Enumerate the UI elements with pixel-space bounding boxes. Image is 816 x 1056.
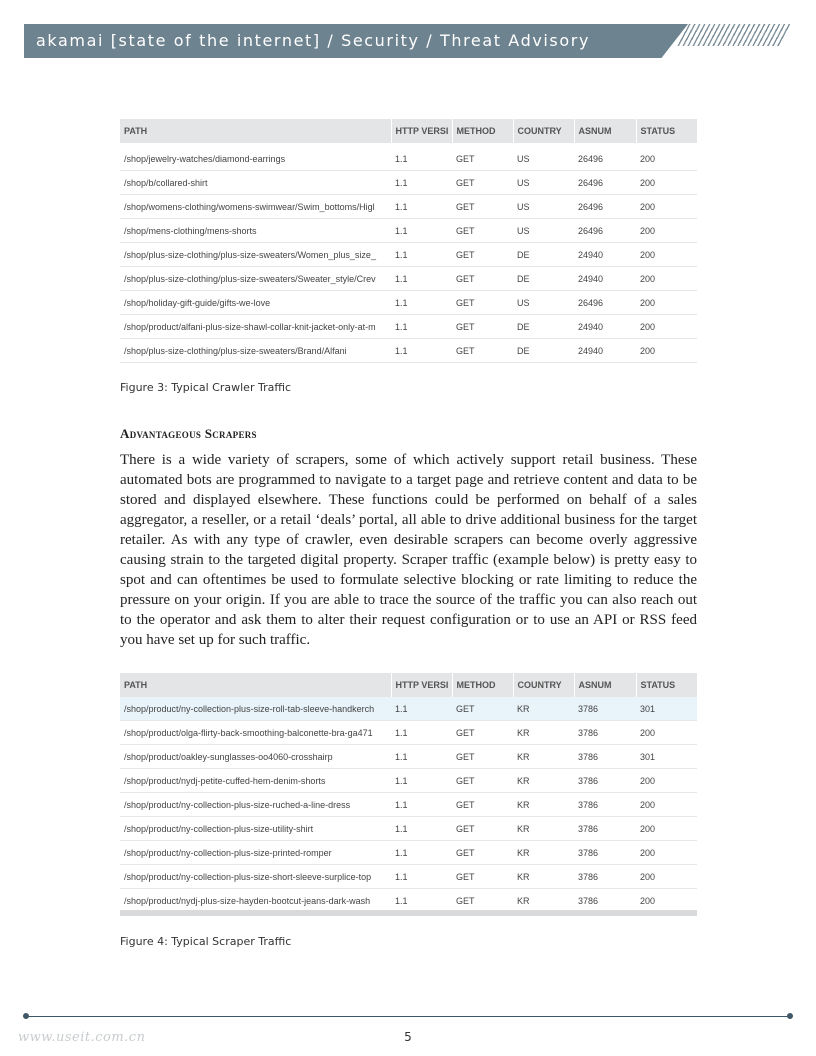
cell-status: 200 (636, 315, 697, 339)
cell-status: 200 (636, 243, 697, 267)
scraper-traffic-table (120, 673, 698, 913)
table-row[interactable] (120, 769, 697, 793)
table-row[interactable] (120, 793, 697, 817)
cell-asnum: 26496 (574, 171, 636, 195)
cell-method: GET (452, 219, 513, 243)
cell-path: /shop/holiday-gift-guide/gifts-we-love (120, 291, 391, 315)
cell-country: KR (513, 721, 574, 745)
table-row[interactable] (120, 195, 697, 219)
cell-method: GET (452, 793, 513, 817)
cell-status: 200 (636, 219, 697, 243)
cell-country: KR (513, 841, 574, 865)
cell-country: KR (513, 697, 574, 721)
cell-status: 200 (636, 147, 697, 171)
cell-path: /shop/product/oakley-sunglasses-oo4060-crosshairp (120, 745, 391, 769)
cell-country: KR (513, 889, 574, 913)
cell-path: /shop/plus-size-clothing/plus-size-sweaters/Women_plus_size_ (120, 243, 391, 267)
cell-http-version: 1.1 (391, 315, 452, 339)
cell-country: US (513, 219, 574, 243)
cell-asnum: 3786 (574, 865, 636, 889)
table-row[interactable] (120, 171, 697, 195)
footer-rule-left-dot (23, 1013, 29, 1019)
cell-path: /shop/product/ny-collection-plus-size-printed-romper (120, 841, 391, 865)
cell-asnum: 3786 (574, 745, 636, 769)
cell-method: GET (452, 147, 513, 171)
cell-method: GET (452, 171, 513, 195)
cell-path: /shop/jewelry-watches/diamond-earrings (120, 147, 391, 171)
cell-method: GET (452, 339, 513, 363)
cell-path: /shop/product/ny-collection-plus-size-ruched-a-line-dress (120, 793, 391, 817)
cell-method: GET (452, 889, 513, 913)
column-header-http-version[interactable]: HTTP VERSI (391, 673, 452, 697)
cell-asnum: 24940 (574, 339, 636, 363)
cell-asnum: 3786 (574, 697, 636, 721)
cell-status: 200 (636, 793, 697, 817)
cell-method: GET (452, 817, 513, 841)
cell-country: DE (513, 339, 574, 363)
cell-asnum: 3786 (574, 793, 636, 817)
cell-method: GET (452, 865, 513, 889)
cell-http-version: 1.1 (391, 291, 452, 315)
cell-http-version: 1.1 (391, 267, 452, 291)
cell-http-version: 1.1 (391, 171, 452, 195)
cell-http-version: 1.1 (391, 889, 452, 913)
cell-asnum: 24940 (574, 315, 636, 339)
table-row[interactable] (120, 219, 697, 243)
cell-status: 200 (636, 195, 697, 219)
cell-country: US (513, 195, 574, 219)
cell-path: /shop/product/nydj-plus-size-hayden-bootcut-jeans-dark-wash (120, 889, 391, 913)
figure-4-caption: Figure 4: Typical Scraper Traffic (120, 935, 292, 948)
cell-asnum: 26496 (574, 195, 636, 219)
cell-method: GET (452, 769, 513, 793)
cell-method: GET (452, 745, 513, 769)
column-header-method[interactable]: METHOD (452, 673, 513, 697)
table-row[interactable] (120, 865, 697, 889)
cell-http-version: 1.1 (391, 865, 452, 889)
cell-status: 200 (636, 817, 697, 841)
cell-path: /shop/product/nydj-petite-cuffed-hem-denim-shorts (120, 769, 391, 793)
cell-http-version: 1.1 (391, 195, 452, 219)
cell-country: KR (513, 793, 574, 817)
cell-http-version: 1.1 (391, 841, 452, 865)
cell-asnum: 26496 (574, 219, 636, 243)
header-title: akamai [state of the internet] / Security / Threat Advisory (36, 31, 591, 50)
watermark: www.useit.com.cn (18, 1030, 146, 1045)
cell-asnum: 3786 (574, 817, 636, 841)
cell-http-version: 1.1 (391, 769, 452, 793)
cell-path: /shop/mens-clothing/mens-shorts (120, 219, 391, 243)
footer-rule-right-dot (787, 1013, 793, 1019)
cell-http-version: 1.1 (391, 219, 452, 243)
cell-http-version: 1.1 (391, 339, 452, 363)
cell-asnum: 24940 (574, 267, 636, 291)
table-row[interactable] (120, 243, 697, 267)
cell-asnum: 24940 (574, 243, 636, 267)
crawler-table-body (120, 143, 697, 363)
column-header-status[interactable]: STATUS (636, 673, 697, 697)
cell-country: DE (513, 243, 574, 267)
cell-path: /shop/product/ny-collection-plus-size-utility-shirt (120, 817, 391, 841)
table-header-row (120, 119, 697, 143)
cell-asnum: 26496 (574, 147, 636, 171)
cell-country: KR (513, 745, 574, 769)
cell-status: 200 (636, 267, 697, 291)
column-header-path[interactable]: PATH (120, 119, 391, 143)
cell-path: /shop/product/ny-collection-plus-size-short-sleeve-surplice-top (120, 865, 391, 889)
cell-status: 200 (636, 721, 697, 745)
table-row[interactable] (120, 315, 697, 339)
cell-status: 200 (636, 339, 697, 363)
cell-http-version: 1.1 (391, 721, 452, 745)
cell-method: GET (452, 697, 513, 721)
column-header-country[interactable]: COUNTRY (513, 673, 574, 697)
column-header-http-version[interactable]: HTTP VERSI (391, 119, 452, 143)
cell-method: GET (452, 291, 513, 315)
table-scrollbar-track[interactable] (120, 910, 697, 916)
column-header-asnum[interactable]: ASNUM (574, 673, 636, 697)
cell-country: US (513, 291, 574, 315)
cell-asnum: 3786 (574, 721, 636, 745)
cell-http-version: 1.1 (391, 817, 452, 841)
cell-http-version: 1.1 (391, 697, 452, 721)
column-header-status[interactable]: STATUS (636, 119, 697, 143)
table-row[interactable] (120, 339, 697, 363)
cell-path: /shop/plus-size-clothing/plus-size-sweaters/Sweater_style/Crev (120, 267, 391, 291)
cell-status: 200 (636, 865, 697, 889)
crawler-traffic-table (120, 119, 698, 363)
cell-http-version: 1.1 (391, 147, 452, 171)
table-header-row (120, 673, 697, 697)
cell-asnum: 3786 (574, 889, 636, 913)
cell-path: /shop/product/alfani-plus-size-shawl-collar-knit-jacket-only-at-m (120, 315, 391, 339)
column-header-asnum[interactable]: ASNUM (574, 119, 636, 143)
cell-asnum: 26496 (574, 291, 636, 315)
cell-method: GET (452, 267, 513, 291)
table-row[interactable] (120, 267, 697, 291)
header-stripes-decoration (676, 24, 792, 46)
cell-path: /shop/product/olga-flirty-back-smoothing-balconette-bra-ga471 (120, 721, 391, 745)
table-row[interactable] (120, 697, 697, 721)
cell-method: GET (452, 243, 513, 267)
cell-http-version: 1.1 (391, 745, 452, 769)
table-row[interactable] (120, 291, 697, 315)
table-row[interactable] (120, 745, 697, 769)
section-heading: Advantageous Scrapers (120, 426, 257, 441)
cell-path: /shop/plus-size-clothing/plus-size-sweaters/Brand/Alfani (120, 339, 391, 363)
cell-method: GET (452, 315, 513, 339)
table-row[interactable] (120, 147, 697, 171)
cell-status: 200 (636, 841, 697, 865)
cell-country: KR (513, 817, 574, 841)
cell-country: US (513, 171, 574, 195)
cell-status: 200 (636, 769, 697, 793)
footer-rule (26, 1016, 790, 1017)
cell-status: 200 (636, 291, 697, 315)
cell-http-version: 1.1 (391, 243, 452, 267)
table-row[interactable] (120, 841, 697, 865)
column-header-method[interactable]: METHOD (452, 119, 513, 143)
cell-path: /shop/womens-clothing/womens-swimwear/Swim_bottoms/Higl (120, 195, 391, 219)
column-header-country[interactable]: COUNTRY (513, 119, 574, 143)
cell-http-version: 1.1 (391, 793, 452, 817)
column-header-path[interactable]: PATH (120, 673, 391, 697)
cell-country: US (513, 147, 574, 171)
table-row[interactable] (120, 817, 697, 841)
table-row[interactable] (120, 889, 697, 913)
figure-3-caption: Figure 3: Typical Crawler Traffic (120, 381, 292, 394)
cell-status: 200 (636, 171, 697, 195)
cell-country: DE (513, 315, 574, 339)
page-number: 5 (404, 1030, 412, 1044)
scraper-table-body (120, 697, 697, 913)
cell-method: GET (452, 721, 513, 745)
cell-status: 301 (636, 745, 697, 769)
cell-status: 200 (636, 889, 697, 913)
cell-country: DE (513, 267, 574, 291)
cell-asnum: 3786 (574, 841, 636, 865)
section-body-paragraph: There is a wide variety of scrapers, some of which actively support retail business. These automated bots are programmed to navigate to a target page and retrieve content and data to be stored and displayed elsewhere. These functions could be performed on behalf of a sales aggregator, a reseller, or a retail ‘deals’ portal, all able to drive additional business for the target retailer. As with any type of crawler, even desirable scrapers can become overly aggressive causing strain to the targeted digital property. Scraper traffic (example below) is pretty easy to spot and can oftentimes be used to formulate selective blocking or rate limiting to reduce the pressure on your origin. If you are able to trace the source of the traffic you can also reach out to the operator and ask them to alter their request configuration or to use an API or RSS feed you have set up for such traffic. (120, 452, 697, 648)
cell-method: GET (452, 195, 513, 219)
cell-method: GET (452, 841, 513, 865)
cell-path: /shop/b/collared-shirt (120, 171, 391, 195)
cell-country: KR (513, 865, 574, 889)
cell-path: /shop/product/ny-collection-plus-size-roll-tab-sleeve-handkerch (120, 697, 391, 721)
cell-asnum: 3786 (574, 769, 636, 793)
cell-status: 301 (636, 697, 697, 721)
cell-country: KR (513, 769, 574, 793)
table-row[interactable] (120, 721, 697, 745)
